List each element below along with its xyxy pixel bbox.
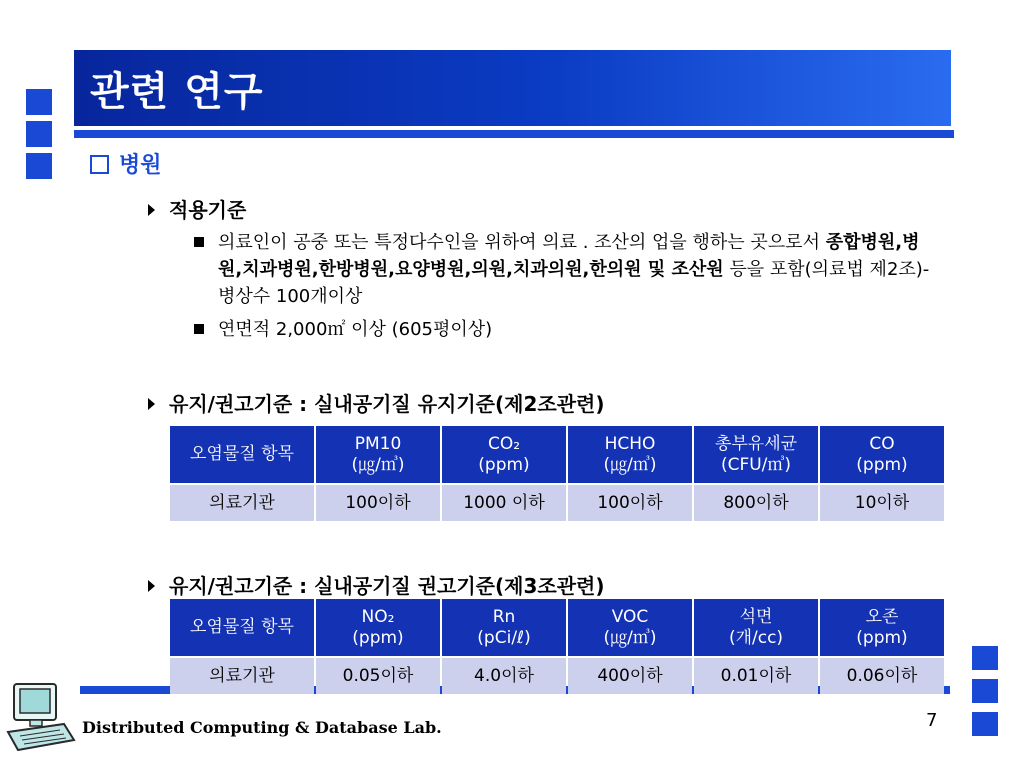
section-heading	[90, 148, 162, 179]
arrow-bullet-icon	[148, 204, 155, 216]
header-unit: (㎍/㎥)	[351, 454, 405, 475]
table-header-cell	[820, 599, 944, 656]
table-header-cell	[694, 599, 818, 656]
header-unit: (㎍/㎥)	[603, 454, 657, 475]
decor-square	[972, 646, 998, 670]
page-number: 7	[926, 710, 938, 731]
header-label: HCHO	[604, 433, 656, 454]
header-label: CO₂	[487, 433, 521, 454]
header-label: VOC	[611, 606, 649, 627]
table-cell: 의료기관	[170, 485, 314, 521]
header-unit: (개/cc)	[728, 627, 784, 648]
page-title: 관련 연구	[90, 69, 264, 115]
criteria-item-text: 의료인이 공중 또는 특정다수인을 위하여 의료 . 조산의 업을 행하는 곳으로서	[218, 232, 826, 253]
table-cell: 400이하	[568, 658, 692, 694]
arrow-bullet-icon	[148, 398, 155, 410]
header-unit: (㎍/㎥)	[603, 627, 657, 648]
maintenance-table	[168, 424, 946, 523]
table-header-cell	[568, 426, 692, 483]
header-unit: (CFU/㎥)	[720, 454, 792, 475]
recommend-heading-label: 유지/권고기준 : 실내공기질 권고기준(제3조관련)	[169, 574, 605, 598]
header-label: 총부유세균	[714, 433, 798, 454]
maintenance-heading	[148, 388, 604, 417]
table-header-cell	[170, 599, 314, 656]
table-header-cell	[316, 426, 440, 483]
header-label: 오염물질 항목	[190, 617, 294, 637]
decor-square	[26, 153, 52, 179]
table-header-cell	[820, 426, 944, 483]
table-cell: 0.06이하	[820, 658, 944, 694]
decor-square	[26, 89, 52, 115]
table-cell: 100이하	[568, 485, 692, 521]
square-bullet-icon	[194, 324, 204, 334]
criteria-item-text: 연면적 2,000㎡ 이상 (605평이상)	[218, 319, 493, 340]
criteria-heading	[148, 194, 246, 223]
table-cell: 800이하	[694, 485, 818, 521]
criteria-item	[194, 229, 934, 310]
table-cell: 0.01이하	[694, 658, 818, 694]
recommend-heading	[148, 570, 604, 599]
title-underline	[74, 130, 954, 138]
table-header-cell	[442, 426, 566, 483]
header-label: Rn	[492, 606, 516, 627]
table-header-cell	[568, 599, 692, 656]
header-label: 오존	[865, 606, 899, 627]
criteria-item-bold: 종합병원,병원,치과병원,한방병원,요양병원,의원,치과의원,한의원 및 조산원	[218, 232, 920, 280]
table-cell: 0.05이하	[316, 658, 440, 694]
square-bullet-icon	[194, 237, 204, 247]
header-unit: (ppm)	[478, 454, 530, 475]
header-label: 오염물질 항목	[190, 444, 294, 464]
table-header-cell	[316, 599, 440, 656]
section-label: 병원	[119, 153, 162, 178]
header-unit: (ppm)	[352, 627, 404, 648]
header-label: CO	[869, 433, 895, 454]
header-label: NO₂	[361, 606, 395, 627]
table-cell: 의료기관	[170, 658, 314, 694]
computer-icon	[4, 680, 78, 764]
header-unit: (ppm)	[856, 454, 908, 475]
decor-square	[972, 679, 998, 703]
table-cell: 4.0이하	[442, 658, 566, 694]
header-unit: (ppm)	[856, 627, 908, 648]
table-header-cell	[442, 599, 566, 656]
decor-square	[972, 712, 998, 736]
criteria-heading-label: 적용기준	[169, 198, 247, 222]
table-header-cell	[694, 426, 818, 483]
arrow-bullet-icon	[148, 580, 155, 592]
decor-square	[26, 121, 52, 147]
recommend-table	[168, 597, 946, 696]
table-cell: 10이하	[820, 485, 944, 521]
header-unit: (pCi/ℓ)	[477, 627, 531, 648]
criteria-item-text: 등을 포함(의료법 제2조)-병상수 100개이상	[218, 259, 930, 307]
checkbox-bullet-icon	[90, 155, 109, 174]
maintenance-heading-label: 유지/권고기준 : 실내공기질 유지기준(제2조관련)	[169, 392, 605, 416]
footer-text: Distributed Computing & Database Lab.	[82, 718, 442, 737]
header-label: PM10	[354, 433, 402, 454]
header-label: 석면	[739, 606, 773, 627]
criteria-item	[194, 316, 934, 343]
table-header-cell	[170, 426, 314, 483]
table-cell: 100이하	[316, 485, 440, 521]
table-cell: 1000 이하	[442, 485, 566, 521]
